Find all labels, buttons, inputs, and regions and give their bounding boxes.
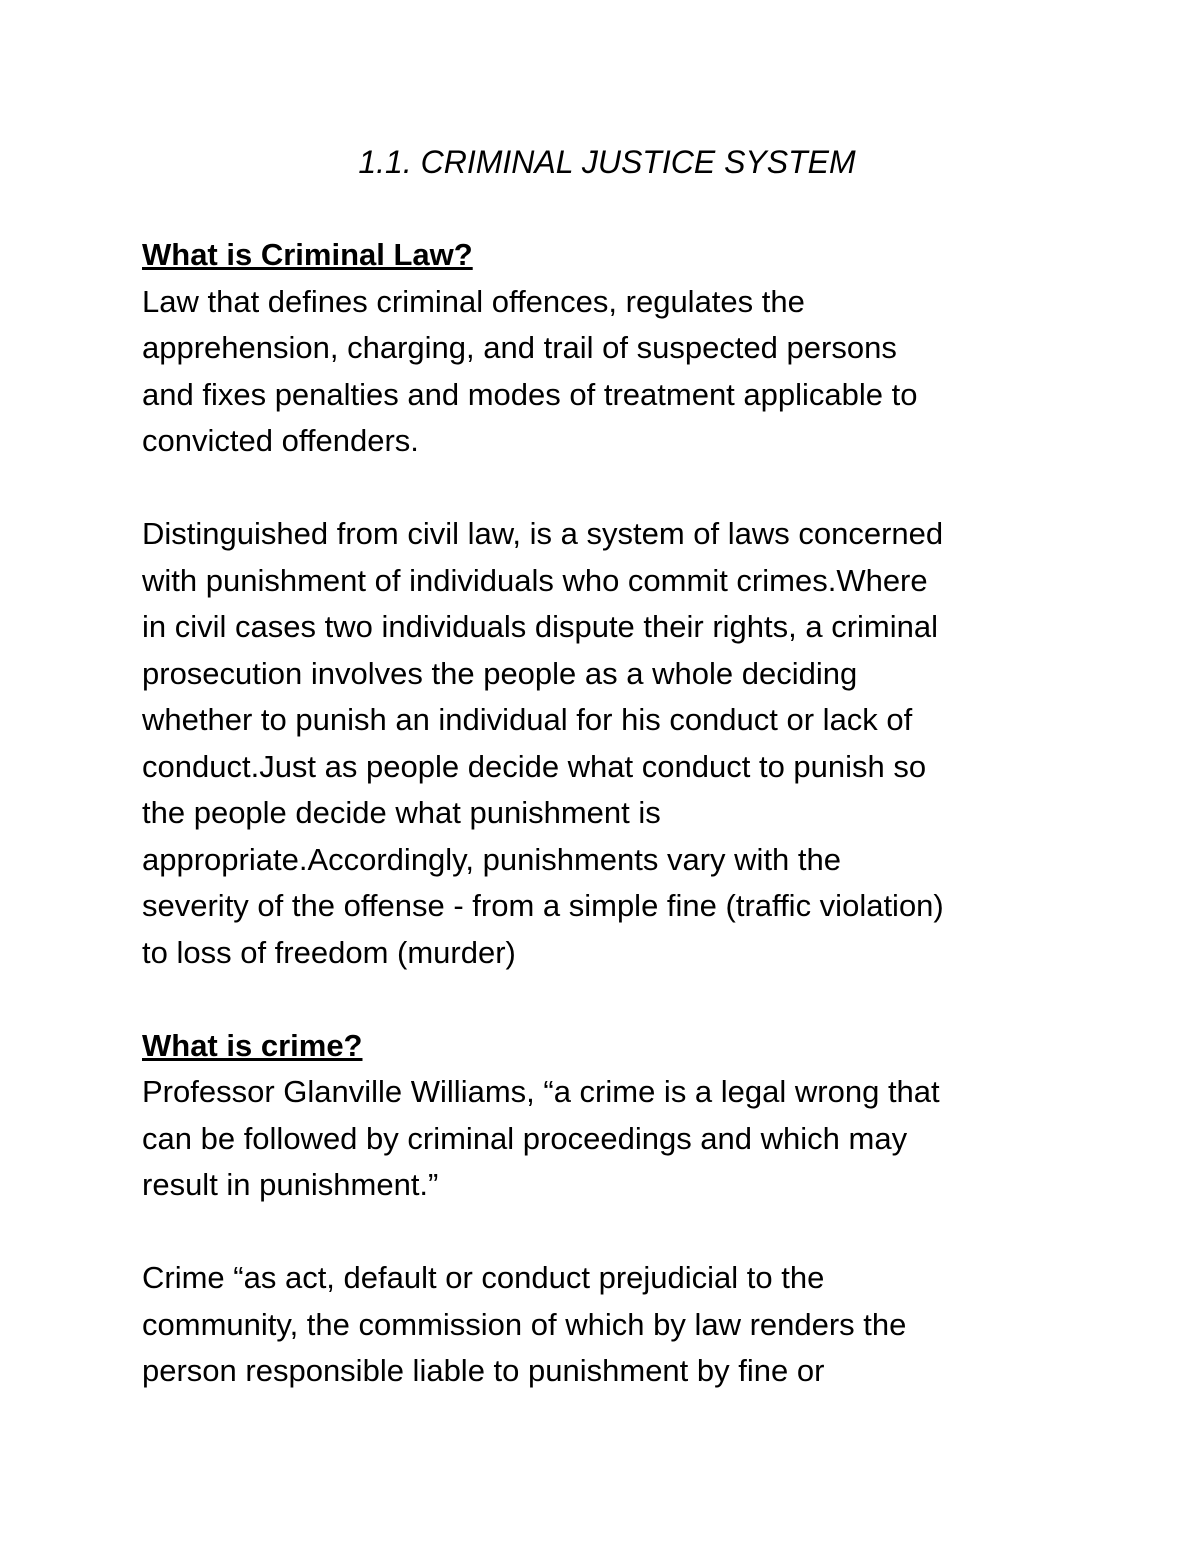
section-spacer <box>142 976 1072 1023</box>
document-page <box>142 140 1072 1395</box>
paragraph-crime-definition: Crime “as act, default or conduct prejudicial to the community, the commission of which by law renders the person responsible liable to punishment by fine or <box>142 1260 907 1388</box>
paragraph-williams-quote: Professor Glanville Williams, “a crime is a legal wrong that can be followed by criminal proceedings and which may result in punishment.” <box>142 1074 940 1202</box>
section-crime <box>142 1023 1072 1395</box>
paragraph-spacer <box>142 465 1072 512</box>
paragraph-civil-law-distinction: Distinguished from civil law, is a system of laws concerned with punishment of individuals who commit crimes.Where in civil cases two individuals dispute their rights, a criminal prosecution involves the people as a whole deciding whether to punish an individual for his conduct or lack of conduct.Just as people decide what conduct to punish so the people decide what punishment is appropriate.Accordingly, punishments vary with the severity of the offense - from a simple fine (traffic violation) to loss of freedom (murder) <box>142 516 944 970</box>
section-heading-criminal-law: What is Criminal Law? <box>142 237 473 272</box>
section-criminal-law <box>142 232 1072 976</box>
paragraph-definition: Law that defines criminal offences, regulates the apprehension, charging, and trail of suspected persons and fixes penalties and modes of treatment applicable to convicted offenders. <box>142 283 918 458</box>
page-title: 1.1. CRIMINAL JUSTICE SYSTEM <box>358 144 856 180</box>
paragraph-spacer <box>142 1209 1072 1256</box>
section-heading-crime: What is crime? <box>142 1027 363 1063</box>
